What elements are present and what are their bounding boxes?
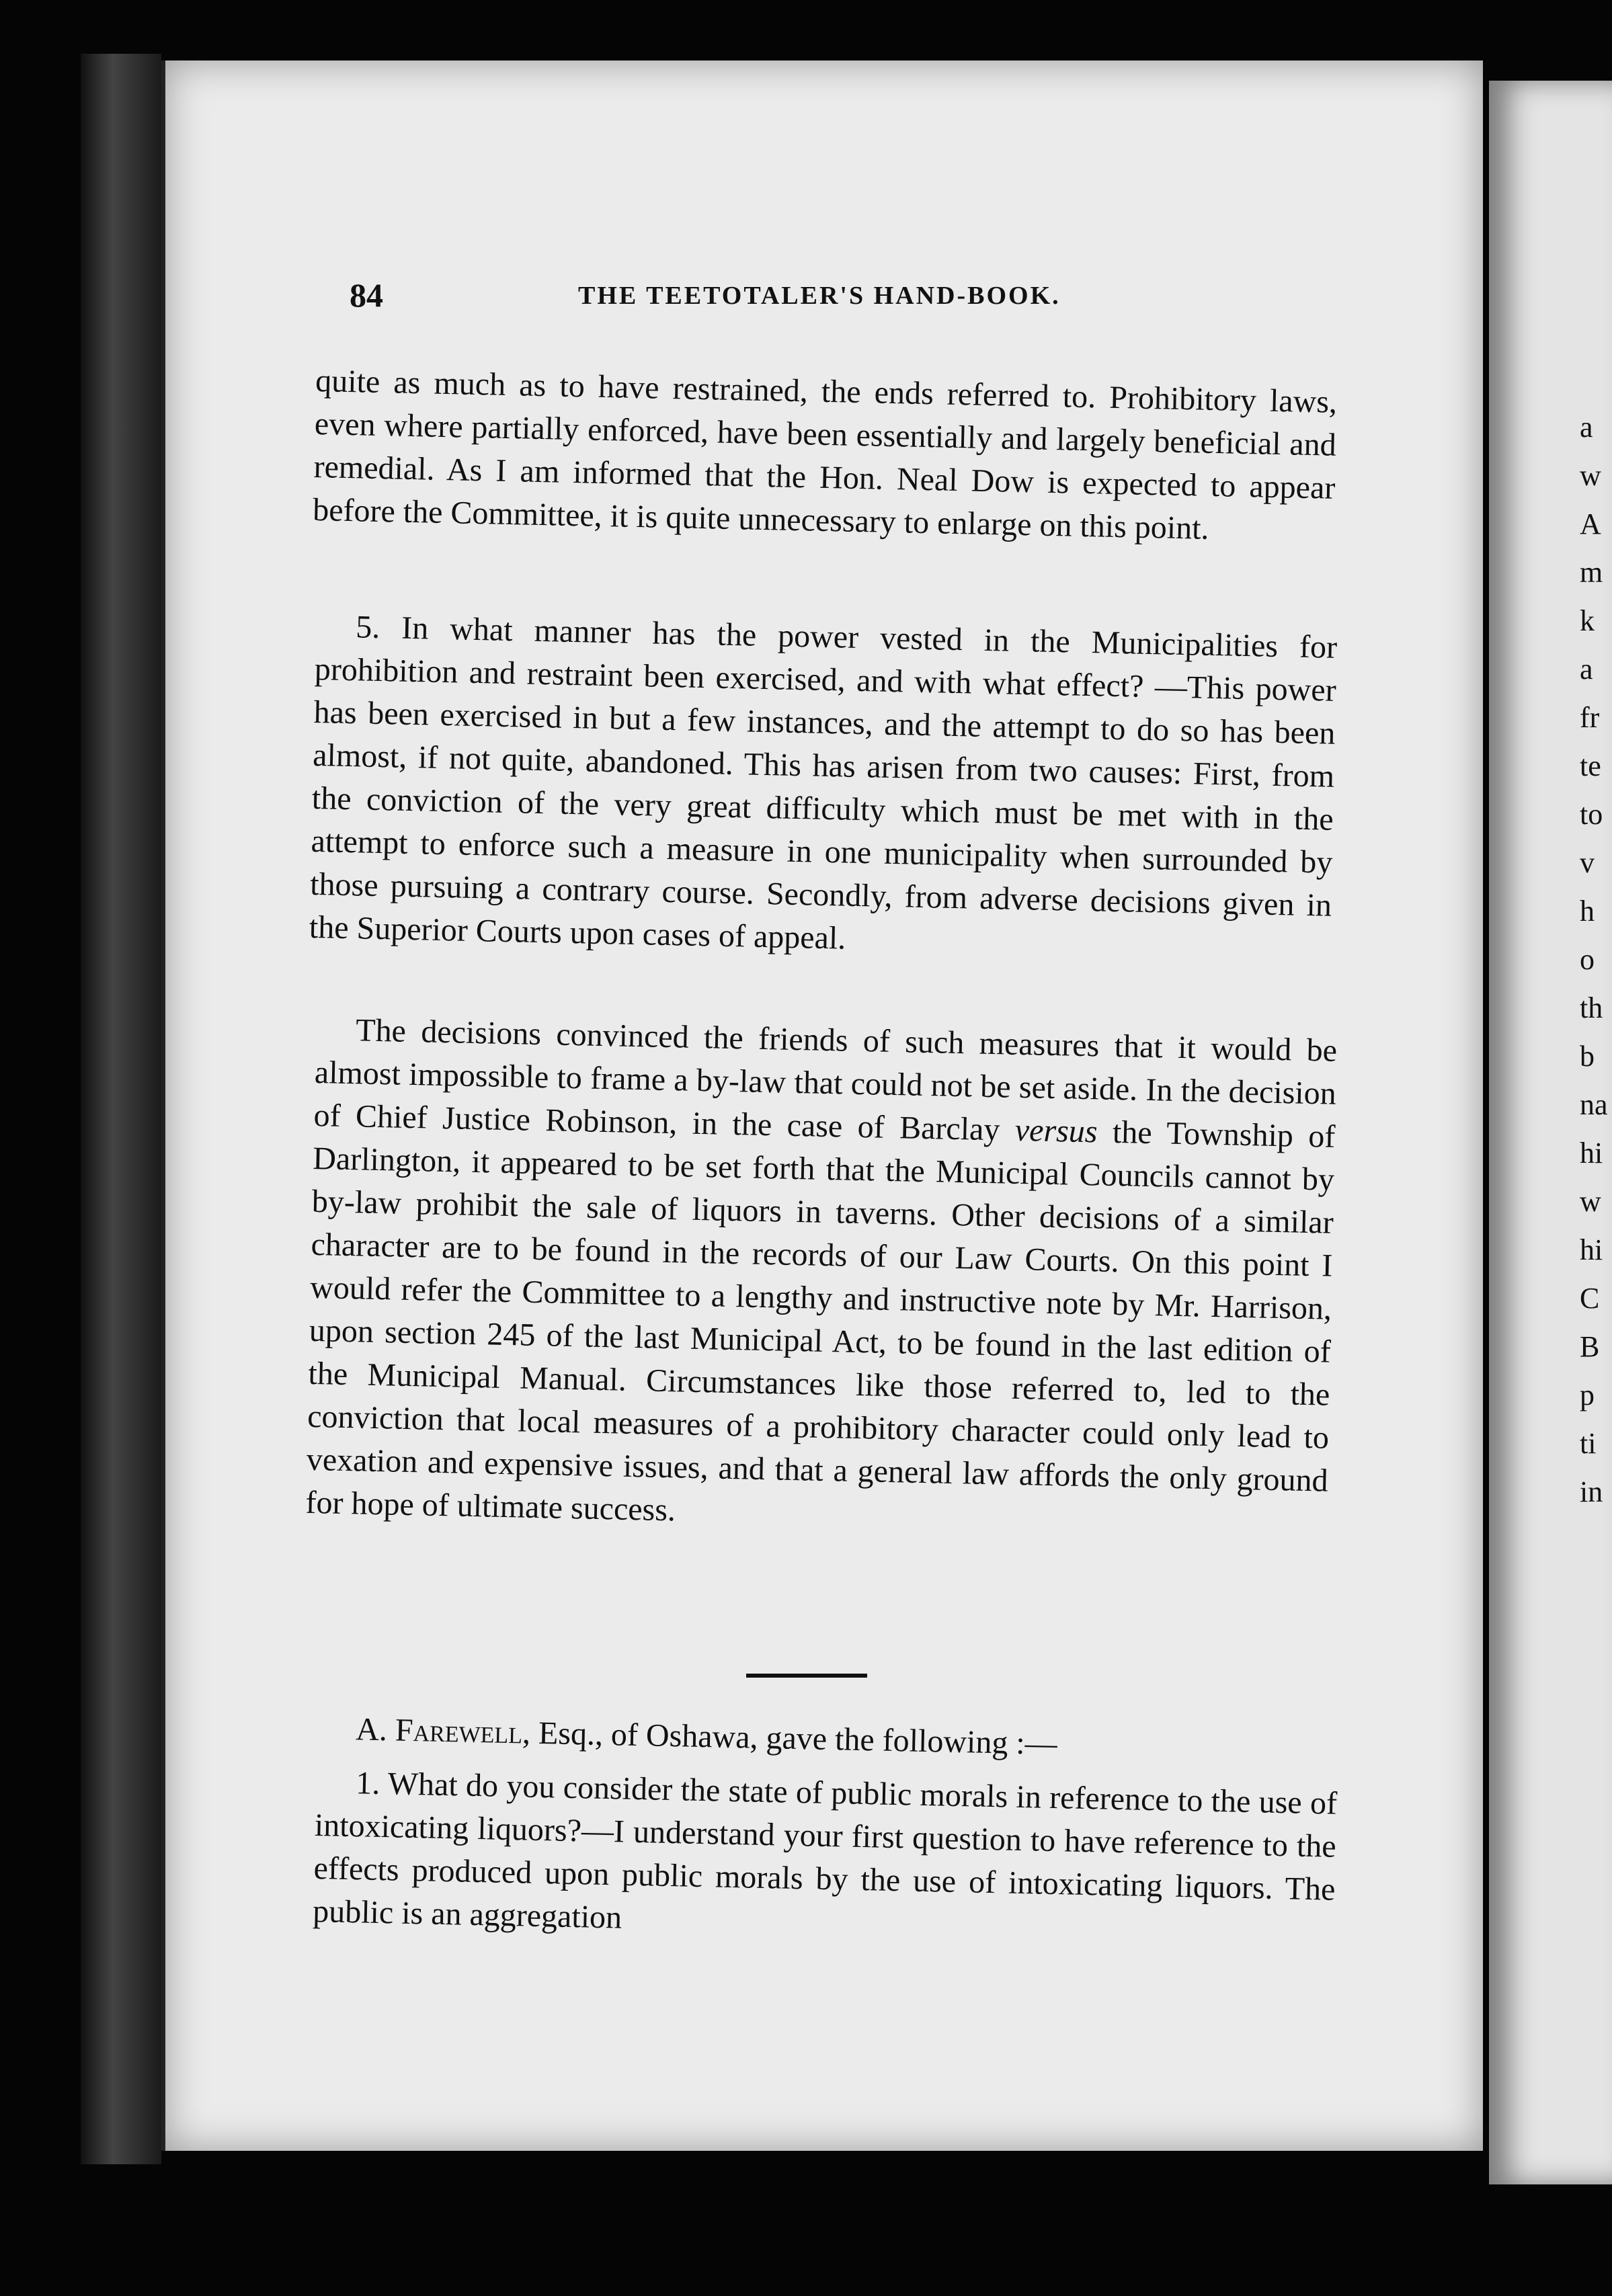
facing-page-fragment: h — [1580, 895, 1595, 928]
witness-initial: A. — [355, 1711, 396, 1748]
witness-intro: , Esq., of Oshawa, gave the following :— — [522, 1715, 1058, 1762]
paragraph-3-part-2: the Township of Darlington, it appeared to be set forth that the Municipal Councils cannot by by-law prohibit the sale of liquors in taverns. Other decisions of a similar character are to be found in the records of our Law Courts. On this point I would refer the Committee to a lengthy and instructive note by Mr. Harrison, upon section 245 of the last Municipal Act, to be found in the last edition of the Municipal Manual. Circumstances like those referred to, led to the conviction that local measures of a prohibitory character could only lead to vexation and expensive issues, and that a general law affords the only ground for hope of ultimate success. — [305, 1114, 1336, 1528]
running-head: THE TEETOTALER'S HAND-BOOK. — [578, 282, 1061, 310]
page-header — [350, 276, 1358, 323]
facing-page-fragment: ti — [1580, 1427, 1597, 1460]
section-divider — [746, 1674, 867, 1678]
facing-page-fragment: B — [1580, 1330, 1600, 1363]
facing-page-fragment: p — [1580, 1379, 1595, 1411]
facing-page-fragment: to — [1580, 798, 1603, 831]
facing-page-fragment: o — [1580, 943, 1595, 976]
facing-page-fragment: A — [1580, 507, 1601, 540]
facing-page-fragment: te — [1580, 749, 1601, 782]
paragraph-2-text: 5. In what manner has the power vested in the Municipalities for prohibition and restraint been exercised, and with what effect? —This power has been exercised in but a few instances, and the attempt to do so has been almost, if not quite, abandoned. This has arisen from two causes: First, from the conviction of the very great difficulty which must be met with in the attempt to enforce such a measure in one municipality when surrounded by those pursuing a contrary course. Secondly, from adverse decisions given in the Superior Courts upon cases of appeal. — [309, 609, 1338, 956]
versus-italic: versus — [1014, 1112, 1098, 1150]
facing-page-fragment: in — [1580, 1475, 1603, 1508]
facing-page-fragment: C — [1580, 1282, 1600, 1315]
facing-page-fragment: a — [1580, 653, 1593, 686]
paragraph-5-text: 1. What do you consider the state of public morals in reference to the use of intoxicating liquors?—I understand your first question to have reference to the effects produced upon public morals by the use of intoxicating liquors. The public is an aggregation — [312, 1765, 1338, 1936]
paragraph-3-text — [305, 1008, 1338, 1546]
facing-page-fragment: m — [1580, 556, 1603, 589]
facing-page-fragment: hi — [1580, 1233, 1603, 1266]
facing-page-fragment: th — [1580, 991, 1603, 1024]
paragraph-3-part-1: The decisions convinced the friends of such measures that it would be almost impossible to frame a by-law that could not be set aside. In the decision of Chief Justice Robinson, in the case of Barclay — [313, 1012, 1338, 1148]
facing-page-fragment: na — [1580, 1088, 1608, 1121]
page-number: 84 — [350, 276, 383, 314]
facing-page-fragment: fr — [1580, 701, 1600, 734]
facing-page-fragment: v — [1580, 846, 1595, 879]
book-edge — [81, 54, 161, 2164]
facing-page-fragment: w — [1580, 1185, 1601, 1218]
facing-page-text — [1580, 403, 1612, 1516]
facing-page-fragment: b — [1580, 1040, 1595, 1073]
facing-page-fragment: w — [1580, 459, 1601, 492]
facing-page-fragment: k — [1580, 604, 1595, 637]
facing-page-fragment: a — [1580, 411, 1593, 444]
paragraph-2 — [309, 605, 1337, 971]
witness-name: Farewell — [395, 1712, 523, 1751]
paragraph-3 — [305, 1008, 1338, 1546]
paragraph-1 — [313, 360, 1338, 553]
facing-page-fragment: hi — [1580, 1137, 1603, 1170]
paragraph-5 — [313, 1761, 1338, 1955]
paragraph-1-text: quite as much as to have restrained, the ends referred to. Prohibitory laws, even where partially enforced, have been essentially and largely beneficial and remedial. As I am informed that the Hon. Neal Dow is expected to appear before the Committee, it is quite unnecessary to enlarge on this point. — [312, 362, 1338, 546]
